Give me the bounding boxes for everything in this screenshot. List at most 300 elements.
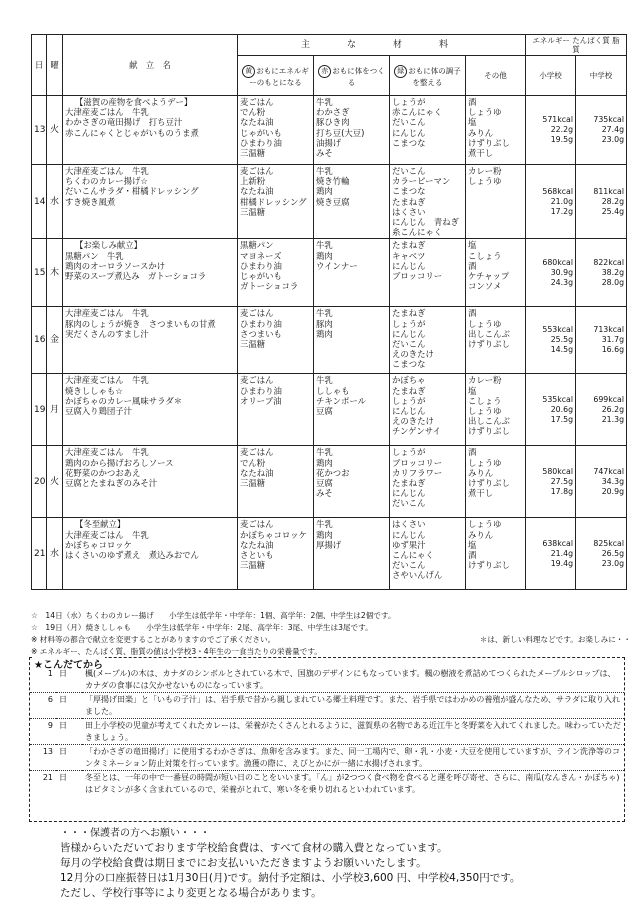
nutrition-value: 17.2g	[550, 206, 574, 216]
nutrition-value: 20.6g	[550, 404, 574, 414]
nutrition-value: 27.5g	[550, 476, 574, 486]
nutrition-value: 30.9g	[550, 267, 574, 277]
nutrition-value: 735kcal	[593, 115, 625, 124]
ingredient-item: 打ち豆(大豆)	[316, 127, 365, 138]
ingredient-item: ひまわり油	[240, 318, 282, 329]
ingredient-item: しょうが	[392, 447, 426, 458]
nutrition-value: 553kcal	[542, 325, 574, 335]
ingredient-item: 酒	[468, 260, 477, 271]
ingredient-energy	[238, 518, 314, 590]
nutrition-elementary	[526, 374, 576, 446]
ingredient-item: にんじん	[392, 488, 426, 499]
ingredient-item: たまねぎ	[392, 308, 426, 319]
dish-name: すき焼き風煮	[65, 196, 116, 207]
dish-name: 豆腐とたまねぎのみそ汁	[65, 478, 158, 489]
ingredient-energy	[238, 165, 314, 239]
header-cat-energy: 黄 おもにエネルギーのもとになる	[238, 56, 314, 96]
nutrition-junior	[576, 239, 627, 307]
nutrition-value: 27.4g	[601, 125, 625, 134]
nutrition-value: 699kcal	[593, 394, 625, 404]
ingredient-item: だいこん	[392, 166, 426, 176]
ingredient-item: なたね油	[240, 467, 274, 478]
ingredient-item: 牛乳	[316, 447, 333, 458]
ingredient-item: にんじん 青ねぎ	[392, 217, 459, 228]
nutrition-value: 680kcal	[542, 257, 574, 267]
nutrition-value: 17.8g	[550, 486, 574, 496]
note-line: ※ 材料等の都合で献立を変更することがありますのでご了承ください。 ＊は、新しい料理などです。お楽しみに・・	[31, 635, 631, 644]
ingredient-item: たまねぎ	[392, 196, 426, 207]
ingredient-item: しょうゆ	[468, 318, 502, 329]
dish-name: 大津産麦ごはん 牛乳	[65, 447, 149, 458]
tip-row	[30, 745, 624, 771]
tip-unit: 日	[56, 719, 82, 745]
ingredient-adjust	[390, 165, 466, 239]
nutrition-value: 23.0g	[601, 135, 625, 144]
ingredient-item: だいこん	[392, 560, 426, 571]
menu-dishes	[63, 374, 238, 446]
ingredient-item: さやいんげん	[392, 570, 443, 581]
ingredient-item: こまつな	[392, 359, 426, 370]
ingredient-item: 塩	[468, 539, 477, 550]
tip-row	[30, 693, 624, 719]
menu-dishes	[63, 518, 238, 590]
ingredient-item: にんじん	[392, 127, 426, 138]
dish-name: 焼きししゃも☆	[65, 385, 123, 396]
tip-unit: 日	[56, 771, 82, 797]
ingredient-item: じゃがいも	[240, 127, 282, 138]
menu-row	[32, 446, 627, 518]
ingredient-item: 豆腐	[316, 406, 333, 417]
menu-row	[32, 96, 627, 165]
tip-text: 「わかさぎの竜田揚げ」に使用するわかさぎは、魚卵を含みます。また、同一工場内で、卵・乳・小麦・大豆を使用していますが、ライン洗浄等のコンタミネーション防止対策を行っています。漁獲の際に、えびとかにが一緒に水揚げされます。	[82, 745, 624, 771]
dish-name: わかさぎの竜田揚げ 打ち豆汁	[65, 117, 183, 128]
dish-name: 赤こんにゃくとじゃがいものうま煮	[65, 127, 199, 138]
nutrition-value: 25.4g	[601, 206, 625, 216]
dish-name: 大津産麦ごはん 牛乳	[65, 107, 149, 118]
dish-name: かぼちゃコロッケ	[65, 539, 132, 550]
ingredient-item: ゆず果汁	[392, 539, 426, 550]
ingredient-item: しょうゆ	[468, 107, 502, 118]
menu-row	[32, 239, 627, 307]
menu-dishes	[63, 307, 238, 374]
menu-row	[32, 165, 627, 239]
menu-row	[32, 374, 627, 446]
ingredient-item: 塩	[468, 240, 477, 251]
ingredient-item: キャベツ	[392, 250, 426, 261]
tip-row	[30, 719, 624, 745]
ingredient-item: ケチャップ	[468, 271, 510, 282]
ingredient-item: しょうゆ	[468, 176, 502, 187]
day-cell: 20	[32, 446, 47, 518]
ingredient-item: 柑橘ドレッシング	[240, 196, 307, 207]
header-day: 日	[32, 35, 47, 96]
ingredient-item: 鶏肉	[316, 457, 333, 468]
ingredient-item: けずりぶし	[468, 426, 510, 437]
tip-text: 「厚揚げ田楽」と「いもの子汁」は、岩手県で昔から親しまれている郷土料理です。また、岩手県ではわかめの養殖が盛んなため、サラダに取り入れました。	[82, 693, 624, 719]
dish-name: 大津産麦ごはん 牛乳	[65, 166, 149, 176]
nutrition-value: 20.9g	[601, 486, 625, 496]
nutrition-value: 26.2g	[601, 404, 625, 414]
ingredient-item: 焼き豆腐	[316, 196, 350, 207]
day-cell: 21	[32, 518, 47, 590]
nutrition-value: 28.2g	[601, 196, 625, 206]
note-line: ※ エネルギー、たんぱく質、脂質の値は小学校3・4年生の一食当たりの栄養量です。	[31, 647, 322, 656]
weekday-cell: 水	[47, 165, 63, 239]
nutrition-value: 19.4g	[550, 558, 574, 568]
header-elementary: 小学校	[526, 56, 576, 96]
ingredient-item: しょうゆ	[468, 457, 502, 468]
ingredient-item: たまねぎ	[392, 240, 426, 251]
ingredient-item: だいこん	[392, 498, 426, 509]
ingredient-item: 煮干し	[468, 488, 494, 499]
tips-table	[30, 667, 624, 796]
weekday-cell: 火	[47, 446, 63, 518]
ingredient-item: ブロッコリー	[392, 457, 443, 468]
ingredient-item: ひまわり油	[240, 137, 282, 148]
ingredient-item: 三温糖	[240, 206, 266, 217]
dish-name: ちくわのカレー揚げ☆	[65, 176, 148, 187]
tips-title: ★こんだてから	[32, 656, 105, 671]
ingredient-item: 焼き竹輪	[316, 176, 350, 187]
ingredient-item: チンゲンサイ	[392, 426, 441, 437]
ingredient-item: 牛乳	[316, 240, 333, 251]
ingredient-energy	[238, 96, 314, 165]
ingredient-item: ししゃも	[316, 385, 350, 396]
weekday-cell: 金	[47, 307, 63, 374]
menu-row	[32, 307, 627, 374]
dish-name: 黒糖パン 牛乳	[65, 250, 124, 261]
nutrition-value: 571kcal	[542, 115, 574, 124]
ingredient-item: 上新粉	[240, 176, 266, 187]
ingredient-item: えのきたけ	[392, 416, 434, 427]
nutrition-value: 19.5g	[550, 135, 574, 144]
dish-name: だいこんサラダ・柑橘ドレッシング	[65, 186, 199, 197]
ingredient-other	[466, 307, 526, 374]
ingredient-item: でん粉	[240, 107, 266, 118]
ingredient-item: カラーピーマン	[392, 176, 451, 187]
ingredient-item: 麦ごはん	[240, 308, 274, 319]
nutrition-value: 21.0g	[550, 196, 574, 206]
ingredient-body	[314, 374, 390, 446]
ingredient-item: 黒糖パン	[240, 240, 274, 251]
nutrition-value: 747kcal	[593, 466, 625, 476]
ingredient-item: けずりぶし	[468, 339, 510, 350]
ingredient-item: しょうが	[392, 395, 426, 406]
nutrition-value: 21.4g	[550, 548, 574, 558]
tip-unit: 日	[56, 745, 82, 771]
ingredient-item: 花かつお	[316, 467, 350, 478]
ingredient-item: カレー粉	[468, 375, 502, 386]
ingredient-item: しょうが	[392, 318, 426, 329]
ingredient-other	[466, 165, 526, 239]
note-line: ☆ 14日（水）ちくわのカレー揚げ 小学生は低学年・中学年：1個、高学年：2個、中学生は2個です。	[31, 611, 396, 620]
ingredient-item: こまつな	[392, 186, 426, 197]
ingredient-body	[314, 446, 390, 518]
ingredient-item: 油揚げ	[316, 137, 342, 148]
ingredient-item: みそ	[316, 488, 333, 499]
ingredient-item: かぼちゃコロッケ	[240, 529, 307, 540]
ingredient-item: 塩	[468, 385, 477, 396]
ingredient-other	[466, 96, 526, 165]
nutrition-value: 17.5g	[550, 414, 574, 424]
ingredient-item: こんにゃく	[392, 550, 434, 561]
ingredient-item: マヨネーズ	[240, 250, 282, 261]
ingredient-item: たまねぎ	[392, 478, 426, 489]
nutrition-value: 34.3g	[601, 476, 625, 486]
ingredient-item: にんじん	[392, 328, 426, 339]
ingredient-item: はくさい	[392, 206, 426, 217]
header-menu: 献 立 名	[63, 35, 238, 96]
tip-row	[30, 771, 624, 797]
dish-name: 野菜のスープ煮込み ガトーショコラ	[65, 271, 207, 282]
ingredient-item: 牛乳	[316, 97, 333, 107]
dish-name: 豆腐入り鶏団子汁	[65, 406, 132, 417]
ingredient-body	[314, 239, 390, 307]
ingredient-item: しょうゆ	[468, 406, 502, 417]
ingredient-item: オリーブ油	[240, 395, 282, 406]
menu-dishes	[63, 239, 238, 307]
nutrition-value: 14.5g	[550, 345, 574, 355]
ingredient-item: えのきたけ	[392, 349, 434, 360]
ingredient-item: 鶏肉	[316, 529, 333, 540]
ingredient-item: 赤こんにゃく	[392, 107, 443, 118]
ingredient-item: にんじん	[392, 260, 426, 271]
footer-title: ・・・保護者の方へお願い・・・	[60, 828, 210, 839]
nutrition-value: 38.2g	[601, 267, 625, 277]
nutrition-value: 22.2g	[550, 125, 574, 134]
nutrition-junior	[576, 307, 627, 374]
nutrition-elementary	[526, 518, 576, 590]
ingredient-item: こしょう	[468, 395, 502, 406]
ingredient-item: 三温糖	[240, 339, 266, 350]
menu-body	[32, 96, 627, 590]
green-circle-icon: 緑	[394, 65, 407, 78]
dish-name: 大津産麦ごはん 牛乳	[65, 529, 149, 540]
weekday-cell: 木	[47, 239, 63, 307]
ingredient-body	[314, 518, 390, 590]
dish-name: かぼちゃのカレー風味サラダ＊	[65, 395, 183, 406]
nutrition-value: 811kcal	[593, 186, 625, 196]
ingredient-other	[466, 446, 526, 518]
ingredient-item: 厚揚げ	[316, 539, 342, 550]
ingredient-item: にんじん	[392, 406, 426, 417]
ingredient-item: じゃがいも	[240, 271, 282, 282]
ingredient-item: 麦ごはん	[240, 375, 274, 386]
day-cell: 13	[32, 96, 47, 165]
nutrition-elementary	[526, 96, 576, 165]
header-nutrition: エネルギー たんぱく質 脂 質	[526, 35, 627, 56]
nutrition-value: 31.7g	[601, 335, 625, 345]
tip-text: 楓(メープル)の木は、カナダのシンボルとされている木で、国旗のデザインにもなっています。楓の樹液を煮詰めてつくられたメープルシロップは、カナダの食事には欠かせないものになっています。	[85, 669, 616, 690]
nutrition-elementary	[526, 165, 576, 239]
menu-table	[31, 34, 627, 590]
weekday-cell: 月	[47, 374, 63, 446]
ingredient-item: ひまわり油	[240, 260, 282, 271]
dish-name: 【冬至献立】	[75, 519, 126, 530]
dish-name: 鶏肉のオーロラソースかけ	[65, 260, 166, 271]
ingredient-item: 煮干し	[468, 148, 494, 159]
ingredient-adjust	[390, 307, 466, 374]
ingredient-item: 牛乳	[316, 308, 333, 319]
menu-dishes	[63, 96, 238, 165]
ingredient-item: 豚肉	[316, 318, 333, 329]
ingredient-item: みりん	[468, 467, 494, 478]
dish-name: 実だくさんのすまし汁	[65, 328, 149, 339]
ingredient-item: わかさぎ	[316, 107, 350, 118]
dish-name: 【滋賀の産物を食べようデー】	[75, 97, 193, 107]
ingredient-item: 豚ひき肉	[316, 117, 350, 128]
ingredient-item: 麦ごはん	[240, 166, 274, 176]
nutrition-value: 822kcal	[593, 257, 625, 267]
nutrition-value: 25.5g	[550, 335, 574, 345]
nutrition-value: 26.5g	[601, 548, 625, 558]
ingredient-item: こまつな	[392, 137, 426, 148]
header-ingredients: 主 な 材 料	[238, 35, 526, 56]
ingredient-item: カレー粉	[468, 166, 502, 176]
dish-name: 鶏肉のから揚げおろしソース	[65, 457, 174, 468]
ingredient-item: みりん	[468, 529, 494, 540]
nutrition-value: 825kcal	[593, 538, 625, 548]
ingredient-item: なたね油	[240, 117, 274, 128]
nutrition-value: 568kcal	[542, 186, 574, 196]
ingredient-item: こしょう	[468, 250, 502, 261]
nutrition-value: 24.3g	[550, 277, 574, 287]
ingredient-item: けずりぶし	[468, 137, 510, 148]
nutrition-elementary	[526, 446, 576, 518]
ingredient-adjust	[390, 446, 466, 518]
ingredient-energy	[238, 446, 314, 518]
ingredient-energy	[238, 307, 314, 374]
ingredient-energy	[238, 374, 314, 446]
ingredient-adjust	[390, 96, 466, 165]
ingredient-item: かぼちゃ	[392, 375, 426, 386]
nutrition-value: 535kcal	[542, 394, 574, 404]
ingredient-item: みそ	[316, 148, 333, 159]
ingredient-item: でん粉	[240, 457, 266, 468]
nutrition-value: 713kcal	[593, 325, 625, 335]
weekday-cell: 火	[47, 96, 63, 165]
footer-line: ただし、学校行事等により変更となる場合があります。	[60, 887, 322, 899]
menu-sheet	[31, 34, 626, 590]
ingredient-other	[466, 518, 526, 590]
ingredient-item: たまねぎ	[392, 385, 426, 396]
nutrition-junior	[576, 446, 627, 518]
tip-day: 13	[30, 745, 56, 771]
dish-name: 大津産麦ごはん 牛乳	[65, 375, 149, 386]
ingredient-item: けずりぶし	[468, 478, 510, 489]
ingredient-item: 酒	[468, 447, 477, 458]
nutrition-elementary	[526, 239, 576, 307]
day-cell: 16	[32, 307, 47, 374]
ingredient-item: なたね油	[240, 186, 274, 197]
tip-unit: 日	[59, 669, 67, 678]
ingredient-item: ブロッコリー	[392, 271, 443, 282]
menu-dishes	[63, 446, 238, 518]
ingredient-item: 三温糖	[240, 560, 266, 571]
nutrition-junior	[576, 374, 627, 446]
ingredient-item: ひまわり油	[240, 385, 282, 396]
ingredient-item: だいこん	[392, 339, 426, 350]
ingredient-other	[466, 239, 526, 307]
ingredient-item: ガトーショコラ	[240, 281, 299, 292]
ingredient-item: 三温糖	[240, 478, 266, 489]
ingredient-item: チキンボール	[316, 395, 366, 406]
ingredient-item: なたね油	[240, 539, 274, 550]
ingredient-item: 三温糖	[240, 148, 266, 159]
ingredient-item: コンソメ	[468, 281, 502, 292]
ingredient-item: さつまいも	[240, 328, 282, 339]
ingredient-item: 酒	[468, 97, 477, 107]
red-circle-icon: 赤	[318, 65, 331, 78]
dish-name: はくさいのゆず煮え 煮込みおでん	[65, 550, 199, 561]
ingredient-item: 鶏肉	[316, 250, 333, 261]
tip-day: 1	[47, 669, 53, 678]
ingredient-item: 出しこんぶ	[468, 328, 510, 339]
ingredient-item: 麦ごはん	[240, 97, 274, 107]
ingredient-energy	[238, 239, 314, 307]
ingredient-item: 塩	[468, 117, 477, 128]
ingredient-item: はくさい	[392, 519, 426, 530]
ingredient-other	[466, 374, 526, 446]
dish-name: 豚肉のしょうが焼き さつまいもの甘煮	[65, 318, 216, 329]
tip-day: 21	[30, 771, 56, 797]
dish-name: 【お楽しみ献立】	[75, 240, 142, 251]
ingredient-item: 牛乳	[316, 166, 333, 176]
tip-day: 9	[30, 719, 56, 745]
ingredient-item: 牛乳	[316, 375, 333, 386]
tips-box	[29, 657, 625, 822]
menu-dishes	[63, 165, 238, 239]
footer-line: 皆様からいただいております学校給食費は、すべて食材の購入費となっています。	[60, 842, 448, 854]
ingredient-item: カリフラワー	[392, 467, 443, 478]
footer-line: 12月分の口座振替日は1月30日(月)です。納付予定額は、小学校3,600 円、中学校4,350円です。	[60, 872, 521, 884]
day-cell: 19	[32, 374, 47, 446]
ingredient-item: みりん	[468, 127, 494, 138]
footer-notice	[60, 826, 620, 901]
nutrition-value: 638kcal	[542, 538, 574, 548]
ingredient-item: 麦ごはん	[240, 519, 274, 530]
yellow-circle-icon: 黄	[242, 65, 255, 78]
ingredient-item: 酒	[468, 308, 477, 319]
ingredient-item: 糸こんにゃく	[392, 227, 443, 238]
ingredient-item: 豆腐	[316, 478, 333, 489]
menu-row	[32, 518, 627, 590]
ingredient-item: しょうが	[392, 97, 426, 107]
weekday-cell: 水	[47, 518, 63, 590]
tip-unit: 日	[56, 693, 82, 719]
ingredient-adjust	[390, 518, 466, 590]
header-weekday: 曜	[47, 35, 63, 96]
header-cat-body: 赤 おもに体をつくる	[314, 56, 390, 96]
ingredient-body	[314, 307, 390, 374]
tip-row	[30, 667, 624, 693]
nutrition-junior	[576, 518, 627, 590]
ingredient-item: ウインナー	[316, 260, 358, 271]
tip-text: 冬至とは、一年の中で一番昼の時間が短い日のことをいいます。「ん」が2つつく食べ物を食べると運を呼び寄せ、さらに、南瓜(なんきん・かぼちゃ)はビタミンが多く含まれているので、栄養がとれて、寒い冬を乗り切れるといわれています。	[82, 771, 624, 797]
ingredient-item: 麦ごはん	[240, 447, 274, 458]
footer-line: 毎月の学校給食費は期日までにお支払いいただきますようお願いいたします。	[60, 857, 427, 869]
nutrition-junior	[576, 165, 627, 239]
dish-name: 花野菜のかつおあえ	[65, 467, 141, 478]
ingredient-item: 酒	[468, 550, 477, 561]
ingredient-item: 鶏肉	[316, 186, 333, 197]
ingredient-item: 鶏肉	[316, 328, 333, 339]
ingredient-item: しょうゆ	[468, 519, 502, 530]
nutrition-junior	[576, 96, 627, 165]
ingredient-item: だいこん	[392, 117, 426, 128]
nutrition-value: 28.0g	[601, 277, 625, 287]
note-line: ☆ 19日（月）焼きししゃも 小学生は低学年・中学年：2尾、高学年：3尾、中学生は3尾です。	[31, 623, 373, 632]
